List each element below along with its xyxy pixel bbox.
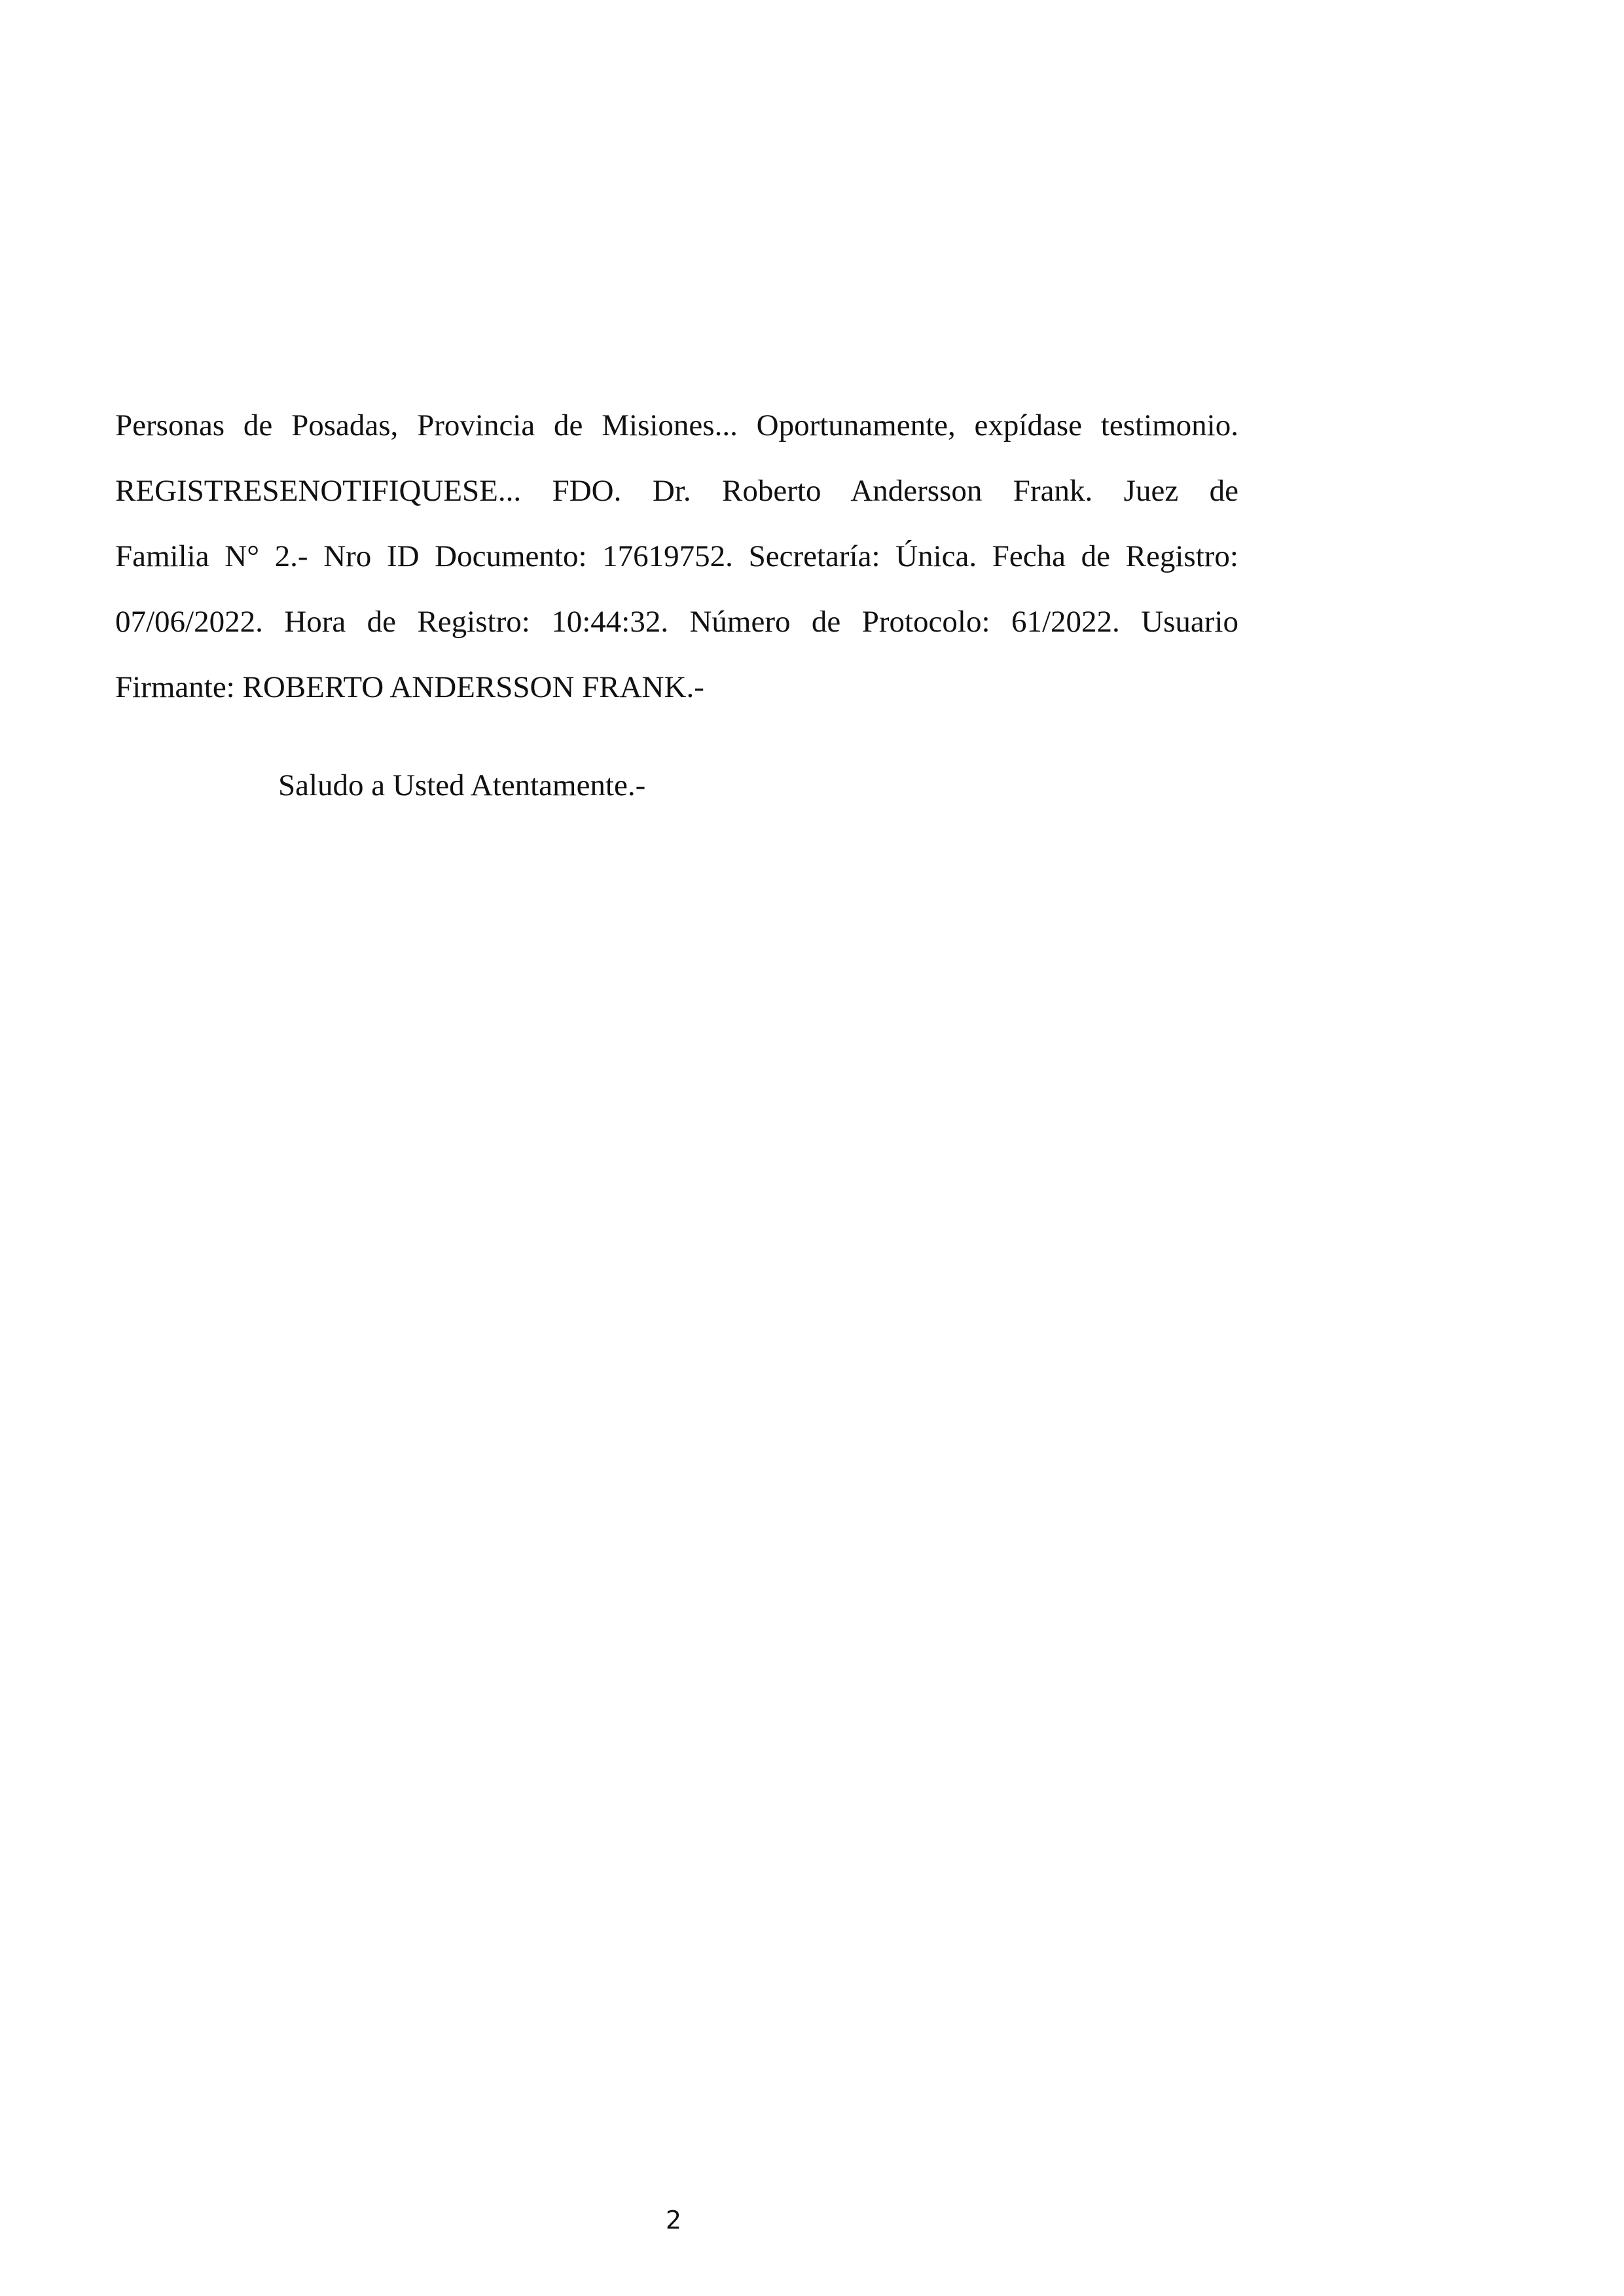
body-paragraph bbox=[115, 393, 1238, 720]
paragraph-line-2: REGISTRESENOTIFIQUESE... FDO. Dr. Roberto Andersson Frank. Juez de bbox=[115, 474, 1238, 508]
closing-salutation: Saludo a Usted Atentamente.- bbox=[278, 768, 646, 802]
paragraph-line-3: Familia N° 2.- Nro ID Documento: 17619752. Secretaría: Única. Fecha de Registro: bbox=[115, 539, 1238, 573]
paragraph-line-1: Personas de Posadas, Provincia de Misiones... Oportunamente, expídase testimonio. bbox=[115, 408, 1238, 442]
paragraph-line-4: 07/06/2022. Hora de Registro: 10:44:32. Número de Protocolo: 61/2022. Usuario bbox=[115, 605, 1238, 639]
paragraph-line-5: Firmante: ROBERTO ANDERSSON FRANK.- bbox=[115, 670, 704, 704]
page-number: 2 bbox=[665, 2206, 682, 2234]
